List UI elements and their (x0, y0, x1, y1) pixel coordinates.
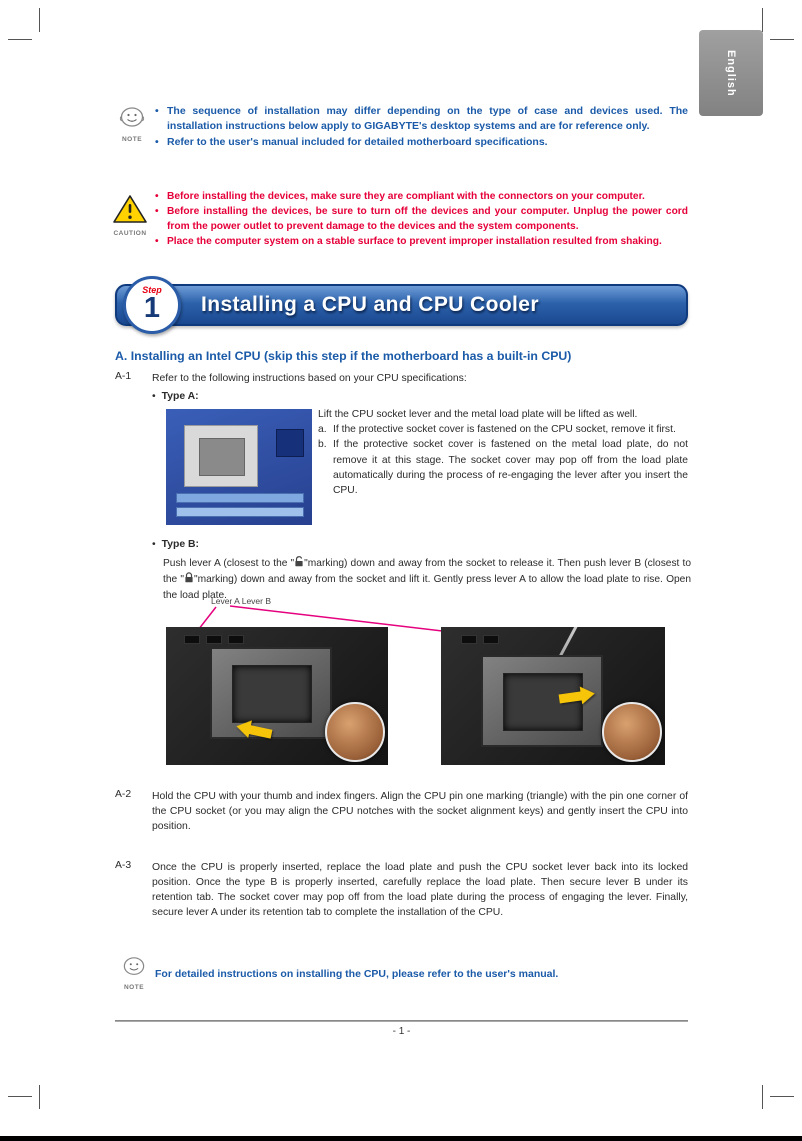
type-a-row (152, 391, 199, 402)
crop-mark (770, 39, 794, 40)
note-item (155, 104, 688, 134)
crop-mark (770, 1096, 794, 1097)
type-a-item-b-text: If the protective socket cover is fastened on the metal load plate, do not remove it at this stage. The socket cover may pop off from the load plate automatically during the process of re-engaging the lever after you insert the CPU. (333, 439, 688, 497)
chipset (276, 429, 304, 457)
crop-mark (8, 39, 32, 40)
expansion-slot (176, 493, 304, 503)
note-item-text: The sequence of installation may differ depending on the type of case and devices used. The installation instructions below apply to GIGABYTE's desktop systems and are for reference only. (167, 105, 688, 132)
caution-item-text: Before installing the devices, be sure to turn off the devices and your computer. Unplug the power cord from the power outlet to prevent damage to the devices and the system components. (167, 206, 688, 232)
top-note-list (155, 104, 688, 151)
lever-a-photo (166, 627, 388, 765)
a3-text: Once the CPU is properly inserted, replace the load plate and push the CPU socket lever back into its locked position. Once the type B is properly inserted, carefully replace the load plate. Then secure lever B under its retention tab. The socket cover may pop off from the load plate during the process of engaging the lever. Finally, secure lever A under its retention tab to complete the installation of the CPU. (152, 862, 688, 919)
a2-text: Hold the CPU with your thumb and index fingers. Align the CPU pin one marking (triangle) with the pin one corner of the CPU socket (or you may align the CPU notches with the socket alignment keys) and gently insert the CPU into position. (152, 791, 688, 833)
note-icon (114, 956, 154, 991)
unlock-icon (294, 556, 304, 572)
type-a-item-a (318, 422, 688, 437)
lever-b-photo (441, 627, 665, 765)
capacitor (206, 635, 222, 644)
type-a-item-b (318, 437, 688, 498)
lever-caption: Lever A Lever B (211, 596, 272, 606)
a1-intro: Refer to the following instructions based on your CPU specifications: (152, 373, 467, 384)
lock-icon (184, 572, 194, 588)
caution-item-text: Place the computer system on a stable surface to prevent improper installation resulted from shaking. (167, 235, 662, 247)
type-b-row (152, 539, 199, 550)
type-b-text-1: Push lever A (closest to the " (163, 558, 295, 569)
a2-label: A-2 (115, 789, 132, 800)
crop-mark (762, 8, 763, 32)
language-tab (699, 30, 763, 116)
type-b-text-2: "marking) down and away from the socket to release it. Then push lever B (closest to the " (163, 558, 692, 586)
expansion-slot (176, 507, 304, 517)
note-smiley-icon (120, 956, 148, 978)
step-title: Installing a CPU and CPU Cooler (201, 293, 539, 316)
page-number: - 1 - (392, 1026, 411, 1037)
footer-rule (115, 1020, 688, 1022)
type-b-label: Type B: (161, 539, 199, 550)
a3-label: A-3 (115, 860, 132, 871)
note-icon-caption: NOTE (121, 136, 143, 143)
page-bottom-rule (0, 1136, 802, 1141)
note-icon-caption: NOTE (123, 984, 145, 991)
crop-mark (39, 1085, 40, 1109)
type-a-item-a-text: If the protective socket cover is fastened on the CPU socket, remove it first. (333, 424, 676, 436)
caution-item (155, 190, 688, 204)
a1-label: A-1 (115, 371, 132, 382)
section-a-heading: A. Installing an Intel CPU (skip this step if the motherboard has a built-in CPU) (115, 349, 572, 363)
capacitor (461, 635, 477, 644)
socket-cavity (232, 665, 312, 723)
caution-list (155, 190, 688, 250)
capacitor (184, 635, 200, 644)
type-a-instructions (318, 407, 688, 498)
step-badge-number: 1 (143, 292, 161, 324)
note-icon (112, 106, 152, 143)
type-a-item-a-label: a. (318, 424, 327, 436)
type-a-label: Type A: (161, 391, 199, 402)
crop-mark (8, 1096, 32, 1097)
note-smiley-icon (117, 106, 147, 130)
step-banner (115, 284, 688, 326)
step-badge (123, 276, 181, 334)
type-a-lead: Lift the CPU socket lever and the metal load plate will be lifted as well. (318, 409, 638, 420)
caution-icon (110, 194, 150, 237)
capacitor (228, 635, 244, 644)
crop-mark (762, 1085, 763, 1109)
capacitor (483, 635, 499, 644)
caution-item-text: Before installing the devices, make sure they are compliant with the connectors on your computer. (167, 191, 645, 202)
warning-triangle-icon (112, 194, 148, 224)
type-b-text-3: "marking) down and away from the socket and lift it. Gently press lever A to allow the load plate to rise. Open the load plate. (163, 574, 691, 602)
bottom-note-text: For detailed instructions on installing the CPU, please refer to the user's manual. (155, 968, 559, 980)
finger-inset-photo (602, 702, 662, 762)
step-badge-word: Step (142, 285, 162, 295)
type-a-item-b-label: b. (318, 439, 327, 451)
crop-mark (39, 8, 40, 32)
cpu-socket-cavity (199, 438, 245, 476)
finger-inset-photo (325, 702, 385, 762)
caution-item (155, 205, 688, 234)
cpu-socket (184, 425, 258, 487)
language-tab-label: English (725, 49, 737, 97)
caution-icon-caption: CAUTION (113, 230, 147, 237)
note-item (155, 135, 688, 150)
note-item-text: Refer to the user's manual included for detailed motherboard specifications. (167, 135, 548, 148)
cpu-socket-photo-type-a (166, 409, 312, 525)
caution-item (155, 235, 688, 249)
